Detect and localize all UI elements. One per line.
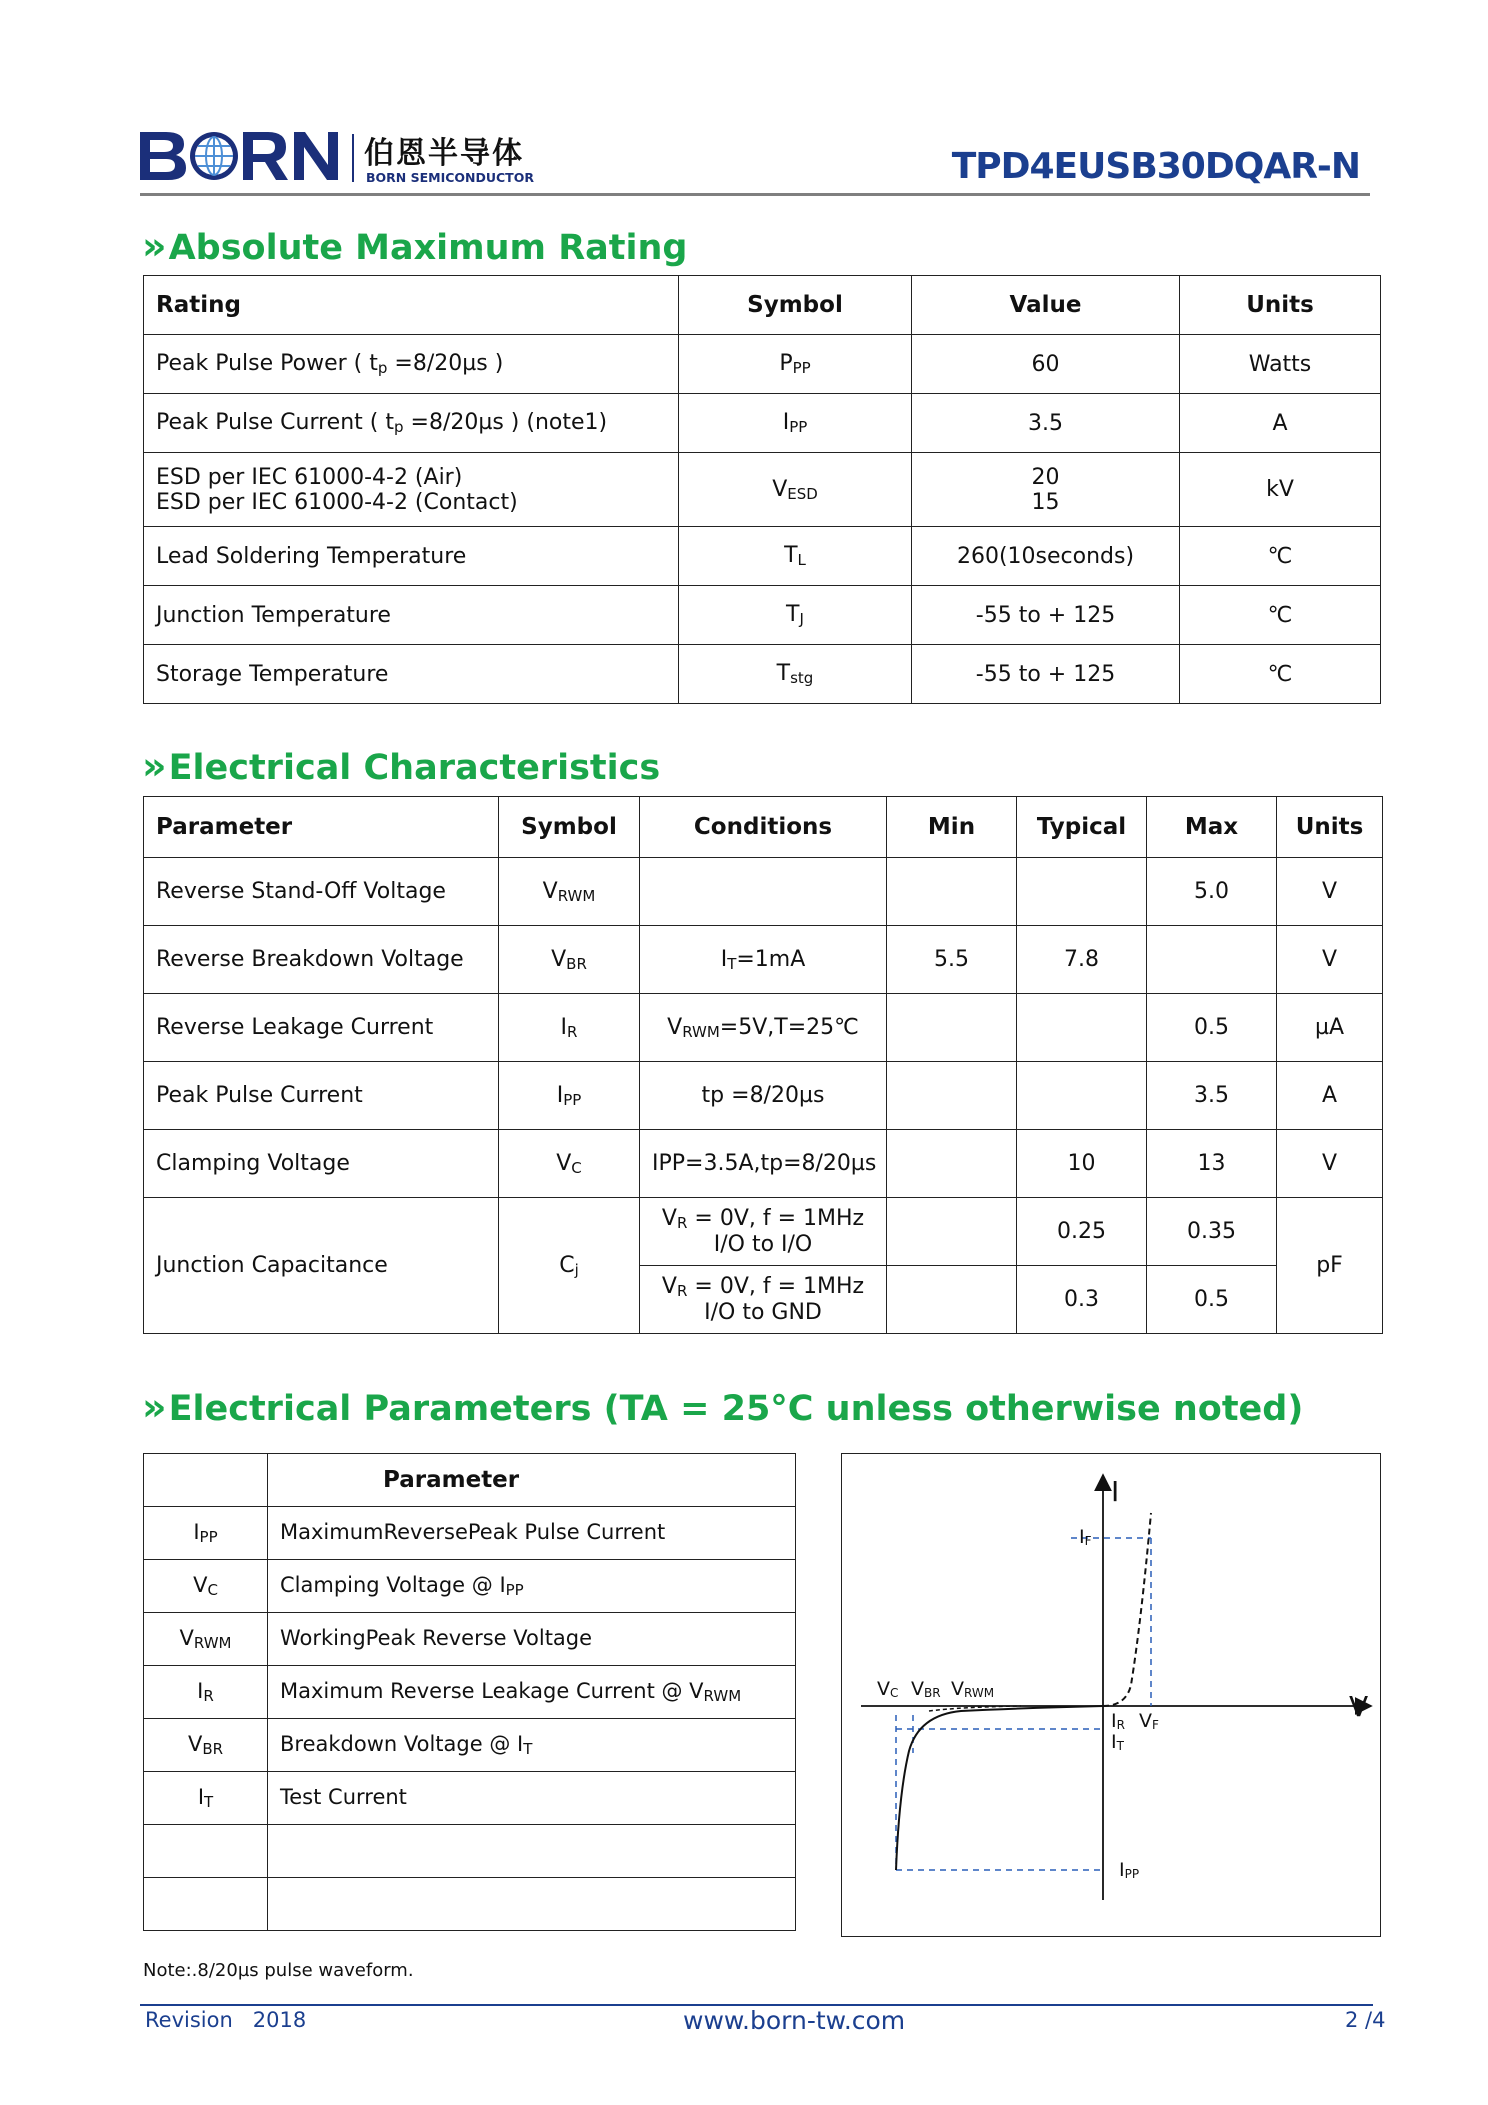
symbol-cell: $T_{stg}$ — [679, 645, 912, 704]
conditions-cell: $V_R = 0V$, f = 1MHz I/O to GND — [640, 1266, 887, 1334]
table-row — [144, 1198, 1383, 1266]
symbol-cell: $I_{PP}$ — [499, 1062, 640, 1130]
table-row — [144, 335, 1381, 394]
ec-table — [143, 796, 1383, 1334]
amr-header-row — [144, 276, 1381, 335]
typical-cell: 0.3 — [1017, 1266, 1147, 1334]
table-row — [144, 1719, 796, 1772]
ec-header-min: Min — [887, 797, 1017, 858]
desc-cell: Clamping Voltage @ $I_{PP}$ — [268, 1560, 796, 1613]
table-row — [144, 858, 1383, 926]
max-cell: 0.35 — [1147, 1198, 1277, 1266]
desc-cell: Maximum Reverse Leakage Current @ $V_{RWM}$ — [268, 1666, 796, 1719]
desc-cell: MaximumReversePeak Pulse Current — [268, 1507, 796, 1560]
amr-header-value: Value — [912, 276, 1180, 335]
symbol-cell: $V_{RWM}$ — [499, 858, 640, 926]
symbol-cell: $P_{PP}$ — [679, 335, 912, 394]
units-cell: A — [1277, 1062, 1383, 1130]
value-cell: 260(10seconds) — [912, 527, 1180, 586]
desc-cell: Test Current — [268, 1772, 796, 1825]
typical-cell: 7.8 — [1017, 926, 1147, 994]
iv-label-ir: IR — [1111, 1710, 1125, 1732]
iv-reverse-curve — [896, 1706, 1103, 1870]
units-cell: ℃ — [1180, 527, 1381, 586]
typical-cell: 10 — [1017, 1130, 1147, 1198]
max-cell: 0.5 — [1147, 994, 1277, 1062]
value-cell: -55 to + 125 — [912, 586, 1180, 645]
footer-revision: Revision 2018 — [145, 2008, 307, 2032]
iv-characteristic-diagram — [841, 1453, 1381, 1937]
max-cell: 13 — [1147, 1130, 1277, 1198]
conditions-cell: $V_{RWM}=5V,T=25℃$ — [640, 994, 887, 1062]
desc-cell — [268, 1878, 796, 1931]
min-cell: 5.5 — [887, 926, 1017, 994]
min-cell — [887, 1198, 1017, 1266]
iv-label-vc: VC — [877, 1678, 899, 1700]
rating-cell: Peak Pulse Current ( $t_p =8/20\mu s$ ) (note1) — [144, 394, 679, 453]
symbol-cell: $V_{ESD}$ — [679, 453, 912, 527]
symbol-cell: $I_{PP}$ — [144, 1507, 268, 1560]
units-cell: kV — [1180, 453, 1381, 527]
symbol-cell: $I_R$ — [499, 994, 640, 1062]
iv-label-vf: VF — [1139, 1710, 1159, 1732]
symbol-cell: $V_{RWM}$ — [144, 1613, 268, 1666]
iv-label-vrwm: VRWM — [951, 1678, 995, 1700]
logo-english-name: BORN SEMICONDUCTOR — [366, 170, 534, 185]
conditions-cell: tp =8/20µs — [640, 1062, 887, 1130]
symbol-cell: $T_L$ — [679, 527, 912, 586]
amr-header-rating: Rating — [144, 276, 679, 335]
symbol-cell: $I_T$ — [144, 1772, 268, 1825]
typical-cell — [1017, 994, 1147, 1062]
table-row — [144, 1878, 796, 1931]
units-cell: V — [1277, 858, 1383, 926]
footer-url-link[interactable]: www.born-tw.com — [683, 2006, 906, 2035]
part-number: TPD4EUSB30DQAR-N — [951, 146, 1360, 187]
rating-cell: Junction Temperature — [144, 586, 679, 645]
table-row — [144, 394, 1381, 453]
table-row — [144, 527, 1381, 586]
table-row — [144, 1613, 796, 1666]
units-cell: A — [1180, 394, 1381, 453]
max-cell: 0.5 — [1147, 1266, 1277, 1334]
table-row — [144, 1825, 796, 1878]
ec-header-symbol: Symbol — [499, 797, 640, 858]
amr-table — [143, 275, 1381, 704]
desc-cell: Breakdown Voltage @ $I_T$ — [268, 1719, 796, 1772]
amr-header-symbol: Symbol — [679, 276, 912, 335]
table-row — [144, 1062, 1383, 1130]
max-cell — [1147, 926, 1277, 994]
symbol-cell — [144, 1825, 268, 1878]
typical-cell: 0.25 — [1017, 1198, 1147, 1266]
rating-cell: ESD per IEC 61000-4-2 (Air) ESD per IEC 61000-4-2 (Contact) — [144, 453, 679, 527]
units-cell: pF — [1277, 1198, 1383, 1334]
table-row — [144, 453, 1381, 527]
footer-page-number: 2 /4 — [1345, 2008, 1386, 2032]
units-cell: V — [1277, 1130, 1383, 1198]
max-cell: 5.0 — [1147, 858, 1277, 926]
value-cell: -55 to + 125 — [912, 645, 1180, 704]
conditions-cell: IPP=3.5A,tp=8/20µs — [640, 1130, 887, 1198]
iv-axis-v-label: V — [1349, 1690, 1369, 1723]
param-cell: Clamping Voltage — [144, 1130, 499, 1198]
table-row — [144, 1507, 796, 1560]
units-cell: µA — [1277, 994, 1383, 1062]
typical-cell — [1017, 1062, 1147, 1130]
ec-header-parameter: Parameter — [144, 797, 499, 858]
iv-label-it: IT — [1111, 1731, 1124, 1753]
param-cell: Reverse Stand-Off Voltage — [144, 858, 499, 926]
born-logo — [140, 130, 340, 182]
ep-header-parameter: Parameter — [268, 1454, 796, 1507]
min-cell — [887, 1130, 1017, 1198]
conditions-cell — [640, 858, 887, 926]
conditions-cell: $V_R = 0V$, f = 1MHz I/O to I/O — [640, 1198, 887, 1266]
section-title-amr: »Absolute Maximum Rating — [142, 224, 688, 268]
desc-cell: WorkingPeak Reverse Voltage — [268, 1613, 796, 1666]
table-row — [144, 1666, 796, 1719]
symbol-cell: $I_R$ — [144, 1666, 268, 1719]
ec-header-row — [144, 797, 1383, 858]
units-cell: ℃ — [1180, 586, 1381, 645]
table-row — [144, 1130, 1383, 1198]
units-cell: V — [1277, 926, 1383, 994]
iv-label-ipp: IPP — [1119, 1859, 1140, 1881]
param-cell: Junction Capacitance — [144, 1198, 499, 1334]
table-row — [144, 926, 1383, 994]
min-cell — [887, 858, 1017, 926]
table-row — [144, 1772, 796, 1825]
table-row — [144, 1560, 796, 1613]
symbol-cell: $V_{BR}$ — [499, 926, 640, 994]
units-cell: ℃ — [1180, 645, 1381, 704]
symbol-cell: $V_C$ — [499, 1130, 640, 1198]
units-cell: Watts — [1180, 335, 1381, 394]
ec-header-typical: Typical — [1017, 797, 1147, 858]
param-cell: Peak Pulse Current — [144, 1062, 499, 1130]
iv-axis-i-label: I — [1111, 1475, 1120, 1508]
rating-cell: Lead Soldering Temperature — [144, 527, 679, 586]
symbol-cell: $V_{BR}$ — [144, 1719, 268, 1772]
max-cell: 3.5 — [1147, 1062, 1277, 1130]
symbol-cell: $C_j$ — [499, 1198, 640, 1334]
ep-header-row — [144, 1454, 796, 1507]
rating-cell: Storage Temperature — [144, 645, 679, 704]
symbol-cell: $V_C$ — [144, 1560, 268, 1613]
symbol-cell: $T_J$ — [679, 586, 912, 645]
iv-label-if: IF — [1079, 1526, 1092, 1548]
value-cell: 60 — [912, 335, 1180, 394]
iv-forward-curve — [1103, 1513, 1151, 1706]
param-cell: Reverse Leakage Current — [144, 994, 499, 1062]
iv-label-vbr: VBR — [911, 1678, 941, 1700]
ep-table — [143, 1453, 796, 1931]
min-cell — [887, 994, 1017, 1062]
ec-header-conditions: Conditions — [640, 797, 887, 858]
logo-separator — [352, 134, 354, 182]
ec-header-units: Units — [1277, 797, 1383, 858]
rating-cell: Peak Pulse Power ( $t_p =8/20\mu s$ ) — [144, 335, 679, 394]
min-cell — [887, 1266, 1017, 1334]
value-cell: 3.5 — [912, 394, 1180, 453]
amr-header-units: Units — [1180, 276, 1381, 335]
section-title-ec: »Electrical Characteristics — [142, 744, 661, 788]
symbol-cell: $I_{PP}$ — [679, 394, 912, 453]
section-title-ep: »Electrical Parameters (TA = 25°C unless otherwise noted) — [142, 1385, 1304, 1429]
table-row — [144, 586, 1381, 645]
header-rule — [140, 193, 1370, 196]
desc-cell — [268, 1825, 796, 1878]
min-cell — [887, 1062, 1017, 1130]
value-cell: 20 15 — [912, 453, 1180, 527]
typical-cell — [1017, 858, 1147, 926]
conditions-cell: $I_T=1mA$ — [640, 926, 887, 994]
ec-header-max: Max — [1147, 797, 1277, 858]
table-row — [144, 994, 1383, 1062]
table-row — [144, 645, 1381, 704]
logo-chinese-name: 伯恩半导体 — [364, 136, 524, 171]
symbol-cell — [144, 1878, 268, 1931]
param-cell: Reverse Breakdown Voltage — [144, 926, 499, 994]
note-text: Note:.8/20µs pulse waveform. — [143, 1960, 414, 1981]
